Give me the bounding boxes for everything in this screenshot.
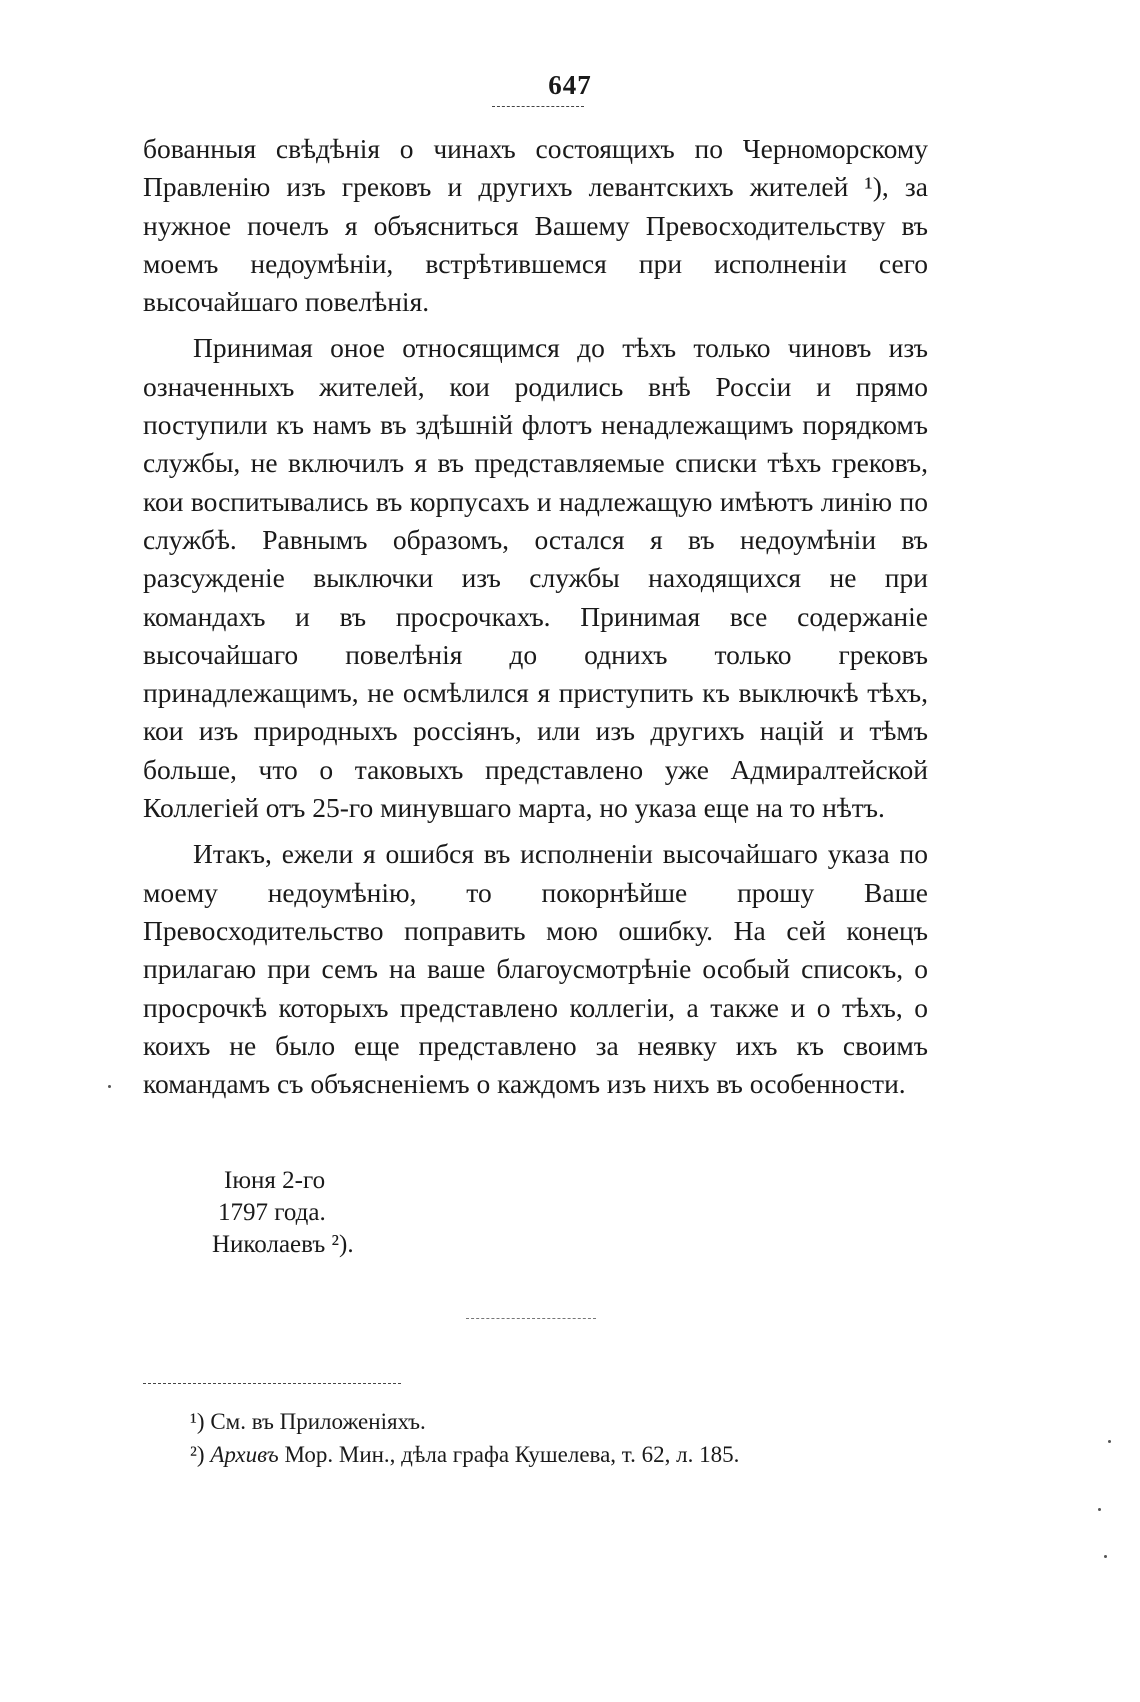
signature-block [200,1165,354,1261]
page-number: 647 [548,70,592,100]
signature-year: 1797 года. [218,1199,326,1226]
header-rule [492,106,584,107]
paragraph-2: Принимая оное относящимся до тѣхъ только чиновъ изъ означенныхъ жителей, кои родились внѣ Россіи и прямо поступили къ намъ въ здѣшній флотъ ненадлежащимъ порядкомъ службы, не включилъ я въ представляемые списки тѣхъ грековъ, кои воспитывались въ корпусахъ и надлежащую имѣютъ линію по службѣ. Равнымъ образомъ, остался я въ недоумѣніи въ разсужденіе выключки изъ службы находящихся не при командахъ и въ просрочкахъ. Принимая все содержаніе высочайшаго повелѣнія до однихъ только грековъ принадлежащимъ, не осмѣлился я приступить къ выключкѣ тѣхъ, кои изъ природныхъ россіянъ, или изъ другихъ націй и тѣмъ больше, что о таковыхъ представлено уже Адмиралтейской Коллегіей отъ 25-го минувшаго марта, но указа еще на то нѣтъ. [143,332,928,824]
scan-speck [108,1085,111,1088]
footnote-2 [190,1438,950,1471]
footnote-2-marker: ²) [190,1442,205,1467]
section-separator [466,1318,596,1319]
scan-speck [1098,1508,1101,1511]
signature-place: Николаевъ ²). [212,1231,354,1258]
footnote-2-italic-word: Архивъ [210,1442,279,1467]
footnote-1-marker: ¹) [190,1409,205,1434]
footnotes [190,1405,950,1471]
paragraph-3: Итакъ, ежели я ошибся въ исполненіи высочайшаго указа по моему недоумѣнію, то покорнѣйше прошу Ваше Превосходительство поправить мою ошибку. На сей конецъ прилагаю при семъ на ваше благоусмотрѣніе особый списокъ, о просрочкѣ которыхъ представлено коллегіи, а также и о тѣхъ, о коихъ не было еще представлено за неявку ихъ къ своимъ командамъ съ объясненіемъ о каждомъ изъ нихъ въ особенности. [143,838,928,1100]
scan-speck [1108,1440,1111,1443]
signature-date: Іюня 2-го [224,1167,326,1194]
body-text [143,130,928,1111]
footnote-rule [143,1383,401,1384]
paragraph-1: бованныя свѣдѣнія о чинахъ состоящихъ по Черноморскому Правленію изъ грековъ и другихъ левантскихъ жителей ¹), за нужное почелъ я объясниться Вашему Превосходительству въ моемъ недоумѣніи, встрѣтившемся при исполненіи сего высочайшаго повелѣнія. [143,133,928,318]
scan-speck [1104,1555,1107,1558]
footnote-1-text: См. въ Приложеніяхъ. [210,1409,426,1434]
footnote-2-text: Мор. Мин., дѣла графа Кушелева, т. 62, л. 185. [284,1442,740,1467]
footnote-1 [190,1405,950,1438]
